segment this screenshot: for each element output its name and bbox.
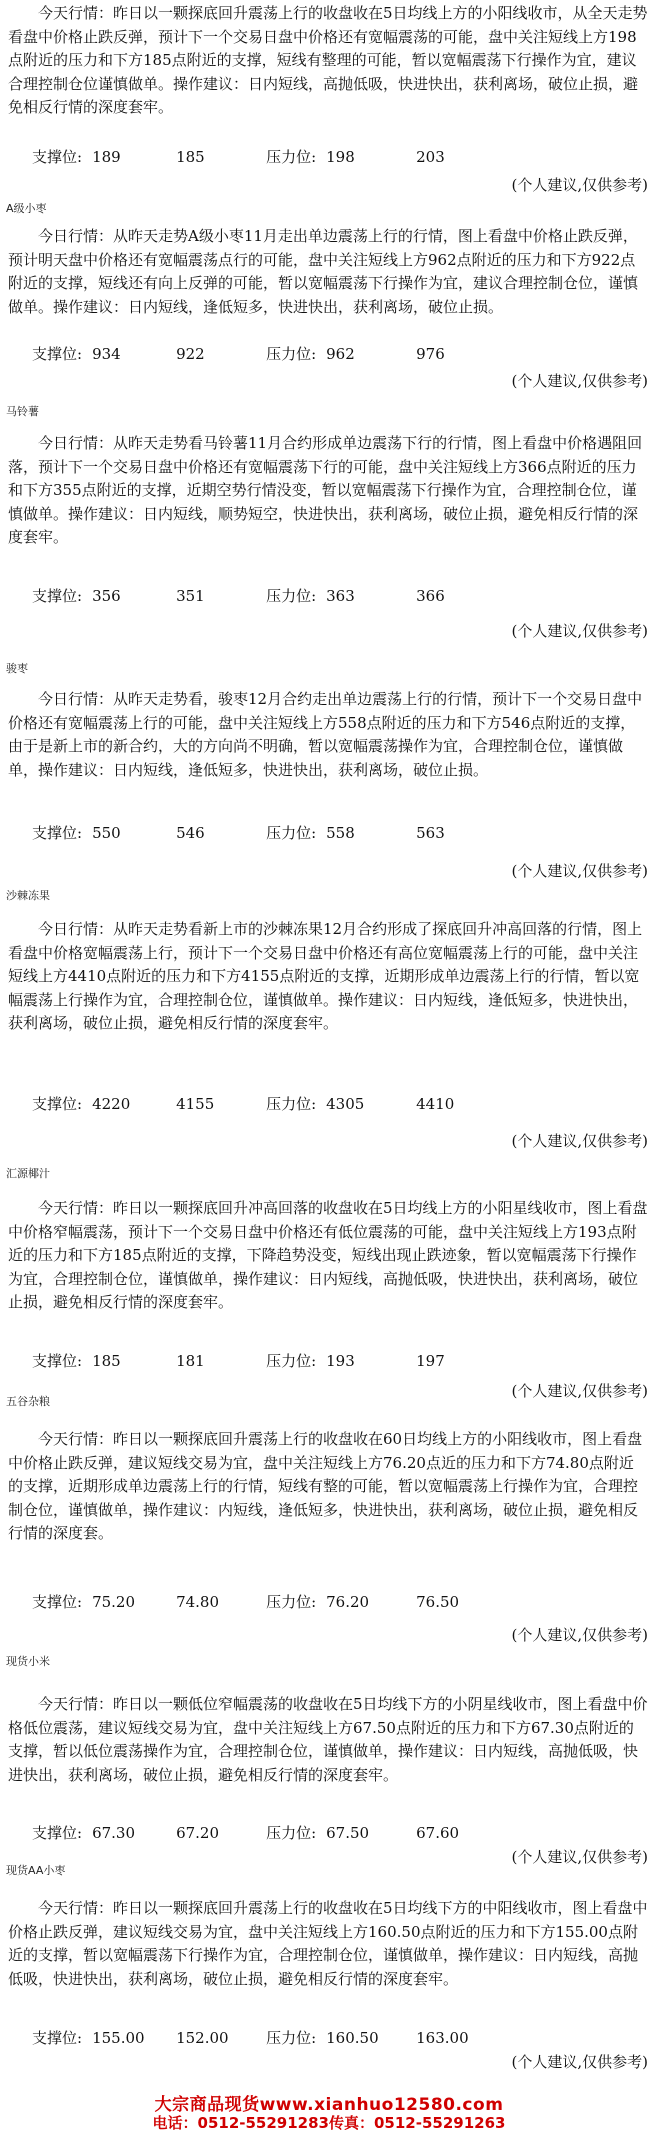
price-levels bbox=[32, 1822, 476, 1844]
support-value-2: 181 bbox=[176, 1352, 205, 1370]
pressure-label: 压力位: bbox=[266, 345, 317, 363]
pressure-value-1: 76.20 bbox=[326, 1593, 370, 1611]
support-label: 支撑位: bbox=[32, 1824, 83, 1842]
commodity-label: 汇源椰汁 bbox=[6, 1167, 50, 1180]
pressure-value-2: 4410 bbox=[416, 1095, 455, 1113]
support-value-1: 155.00 bbox=[92, 2029, 145, 2047]
commodity-label: 现货AA小枣 bbox=[6, 1864, 66, 1877]
commodity-label: 五谷杂粮 bbox=[6, 1395, 50, 1408]
pressure-value-1: 160.50 bbox=[326, 2029, 379, 2047]
price-levels bbox=[32, 2027, 476, 2049]
market-analysis-text: 今日行情：从昨天走势看马铃薯11月合约形成单边震荡下行的行情，图上看盘中价格遇阻回落，预计下一个交易日盘中价格还有宽幅震荡下行的可能，盘中关注短线上方366点附近的压力和下方355点附近的支撑，近期空势行情没变，暂以宽幅震荡下行操作为宜，合理控制仓位，谨慎做单。操作建议：日内短线，顺势短空，快进快出，获利离场，破位止损，避免相反行情的深度套牢。 bbox=[8, 434, 643, 546]
price-levels bbox=[32, 343, 476, 365]
support-value-1: 4220 bbox=[92, 1095, 131, 1113]
support-value-1: 67.30 bbox=[92, 1824, 136, 1842]
pressure-label: 压力位: bbox=[266, 824, 317, 842]
support-label: 支撑位: bbox=[32, 587, 83, 605]
pressure-value-1: 67.50 bbox=[326, 1824, 370, 1842]
market-analysis-text: 今日行情：从昨天走势看新上市的沙棘冻果12月合约形成了探底回升冲高回落的行情，图上看盘中价格宽幅震荡上行，预计下一个交易日盘中价格还有高位宽幅震荡上行的可能，盘中关注短线上方4410点附近的压力和下方4155点附近的支撑，近期形成单边震荡上行的行情，暂以宽幅震荡上行操作为宜，合理控制仓位，谨慎做单。操作建议：日内短线，逢低短多，快进快出，获利离场，破位止损，避免相反行情的深度套牢。 bbox=[8, 920, 643, 1032]
pressure-value-1: 4305 bbox=[326, 1095, 365, 1113]
price-levels bbox=[32, 1591, 476, 1613]
market-analysis-text: 今天行情：昨日以一颗探底回升震荡上行的收盘收在5日均线上方的小阳线收市，从全天走势看盘中价格止跌反弹，预计下一个交易日盘中价格还有宽幅震荡的可能，盘中关注短线上方198点附近的压力和下方185点附近的支撑，短线有整理的可能，暂以宽幅震荡下行操作为宜，建议合理控制仓位谨慎做单。操作建议：日内短线，高抛低吸，快进快出，获利离场，破位止损，避免相反行情的深度套牢。 bbox=[8, 4, 648, 116]
pressure-value-2: 76.50 bbox=[416, 1593, 460, 1611]
support-value-1: 934 bbox=[92, 345, 121, 363]
support-value-1: 189 bbox=[92, 148, 121, 166]
commodity-label: 马铃薯 bbox=[6, 405, 39, 418]
commodity-label: 沙棘冻果 bbox=[6, 889, 50, 902]
market-analysis-text: 今天行情：昨日以一颗低位窄幅震荡的收盘收在5日均线下方的小阴星线收市，图上看盘中价格低位震荡，建议短线交易为宜，盘中关注短线上方67.50点附近的压力和下方67.30点附近的支撑，暂以低位震荡操作为宜，合理控制仓位，谨慎做单，操作建议：日内短线，高抛低吸，快进快出，获利离场，破位止损，避免相反行情的深度套牢。 bbox=[8, 1695, 648, 1784]
support-label: 支撑位: bbox=[32, 1352, 83, 1370]
support-value-2: 74.80 bbox=[176, 1593, 220, 1611]
disclaimer-note: (个人建议,仅供参考) bbox=[511, 1132, 648, 1150]
pressure-label: 压力位: bbox=[266, 1593, 317, 1611]
disclaimer-note: (个人建议,仅供参考) bbox=[511, 1382, 648, 1400]
pressure-value-2: 976 bbox=[416, 345, 445, 363]
disclaimer-note: (个人建议,仅供参考) bbox=[511, 1848, 648, 1866]
support-value-2: 546 bbox=[176, 824, 205, 842]
pressure-label: 压力位: bbox=[266, 1824, 317, 1842]
pressure-value-1: 193 bbox=[326, 1352, 355, 1370]
support-label: 支撑位: bbox=[32, 345, 83, 363]
support-label: 支撑位: bbox=[32, 1095, 83, 1113]
market-analysis-text: 今日行情：从昨天走势A级小枣11月走出单边震荡上行的行情，图上看盘中价格止跌反弹，预计明天盘中价格还有宽幅震荡点行的可能，盘中关注短线上方962点附近的压力和下方922点附近的支撑，短线还有向上反弹的可能，暂以宽幅震荡下行操作为宜，建议合理控制仓位，谨慎做单。操作建议：日内短线，逢低短多，快进快出，获利离场，破位止损。 bbox=[8, 227, 639, 316]
support-label: 支撑位: bbox=[32, 824, 83, 842]
support-label: 支撑位: bbox=[32, 1593, 83, 1611]
support-value-1: 185 bbox=[92, 1352, 121, 1370]
market-analysis-text: 今日行情：从昨天走势看，骏枣12月合约走出单边震荡上行的行情，预计下一个交易日盘中价格还有宽幅震荡上行的可能，盘中关注短线上方558点附近的压力和下方546点附近的支撑，由于是新上市的新合约，大的方向尚不明确，暂以宽幅震荡操作为宜，合理控制仓位，谨慎做单，操作建议：日内短线，逢低短多，快进快出，获利离场，破位止损。 bbox=[8, 690, 643, 779]
commodity-label: 骏枣 bbox=[6, 662, 28, 675]
pressure-label: 压力位: bbox=[266, 1352, 317, 1370]
disclaimer-note: (个人建议,仅供参考) bbox=[511, 1626, 648, 1644]
price-levels bbox=[32, 822, 476, 844]
pressure-label: 压力位: bbox=[266, 148, 317, 166]
footer-contact: 电话：0512-55291283传真：0512-55291263 bbox=[152, 2114, 506, 2132]
pressure-label: 压力位: bbox=[266, 2029, 317, 2047]
support-value-1: 356 bbox=[92, 587, 121, 605]
pressure-value-2: 203 bbox=[416, 148, 445, 166]
support-value-1: 550 bbox=[92, 824, 121, 842]
support-value-2: 4155 bbox=[176, 1095, 215, 1113]
price-levels bbox=[32, 146, 476, 168]
pressure-value-2: 163.00 bbox=[416, 2029, 469, 2047]
disclaimer-note: (个人建议,仅供参考) bbox=[511, 862, 648, 880]
support-value-2: 152.00 bbox=[176, 2029, 229, 2047]
support-value-2: 922 bbox=[176, 345, 205, 363]
support-value-1: 75.20 bbox=[92, 1593, 136, 1611]
price-levels bbox=[32, 585, 476, 607]
support-label: 支撑位: bbox=[32, 2029, 83, 2047]
disclaimer-note: (个人建议,仅供参考) bbox=[511, 372, 648, 390]
support-value-2: 351 bbox=[176, 587, 205, 605]
disclaimer-note: (个人建议,仅供参考) bbox=[511, 622, 648, 640]
disclaimer-note: (个人建议,仅供参考) bbox=[511, 176, 648, 194]
support-label: 支撑位: bbox=[32, 148, 83, 166]
commodity-label: 现货小米 bbox=[6, 1655, 50, 1668]
commodity-label: A级小枣 bbox=[6, 202, 47, 215]
pressure-value-1: 962 bbox=[326, 345, 355, 363]
pressure-value-2: 366 bbox=[416, 587, 445, 605]
footer-website: 大宗商品现货www.xianhuo12580.com bbox=[154, 2095, 504, 2115]
disclaimer-note: (个人建议,仅供参考) bbox=[511, 2053, 648, 2071]
support-value-2: 185 bbox=[176, 148, 205, 166]
pressure-label: 压力位: bbox=[266, 587, 317, 605]
market-analysis-text: 今天行情：昨日以一颗探底回升冲高回落的收盘收在5日均线上方的小阳星线收市，图上看盘中价格窄幅震荡，预计下一个交易日盘中价格还有低位震荡的可能，盘中关注短线上方193点附近的压力和下方185点附近的支撑，下降趋势没变，短线出现止跌迹象，暂以宽幅震荡下行操作为宜，合理控制仓位，谨慎做单，操作建议：日内短线，高抛低吸，快进快出，获利离场，破位止损，避免相反行情的深度套牢。 bbox=[8, 1199, 648, 1311]
market-analysis-text: 今天行情：昨日以一颗探底回升震荡上行的收盘收在5日均线下方的中阳线收市，图上看盘中价格止跌反弹，建议短线交易为宜，盘中关注短线上方160.50点附近的压力和下方155.00点附近的支撑，暂以宽幅震荡下行操作为宜，合理控制仓位，谨慎做单，操作建议：日内短线，高抛低吸，快进快出，获利离场，破位止损，避免相反行情的深度套牢。 bbox=[8, 1899, 648, 1988]
market-analysis-text: 今天行情：昨日以一颗探底回升震荡上行的收盘收在60日均线上方的小阳线收市，图上看盘中价格止跌反弹，建议短线交易为宜，盘中关注短线上方76.20点近的压力和下方74.80点附近的支撑，近期形成单边震荡上行的行情，短线有整的可能，暂以宽幅震荡上行操作为宜，合理控制仓位，谨慎做单，操作建议：内短线，逢低短多，快进快出，获利离场，破位止损，避免相反行情的深度套。 bbox=[8, 1430, 643, 1542]
pressure-value-2: 197 bbox=[416, 1352, 445, 1370]
price-levels bbox=[32, 1350, 476, 1372]
pressure-value-1: 363 bbox=[326, 587, 355, 605]
pressure-value-1: 558 bbox=[326, 824, 355, 842]
price-levels bbox=[32, 1093, 476, 1115]
pressure-value-2: 563 bbox=[416, 824, 445, 842]
pressure-label: 压力位: bbox=[266, 1095, 317, 1113]
support-value-2: 67.20 bbox=[176, 1824, 220, 1842]
pressure-value-1: 198 bbox=[326, 148, 355, 166]
pressure-value-2: 67.60 bbox=[416, 1824, 460, 1842]
